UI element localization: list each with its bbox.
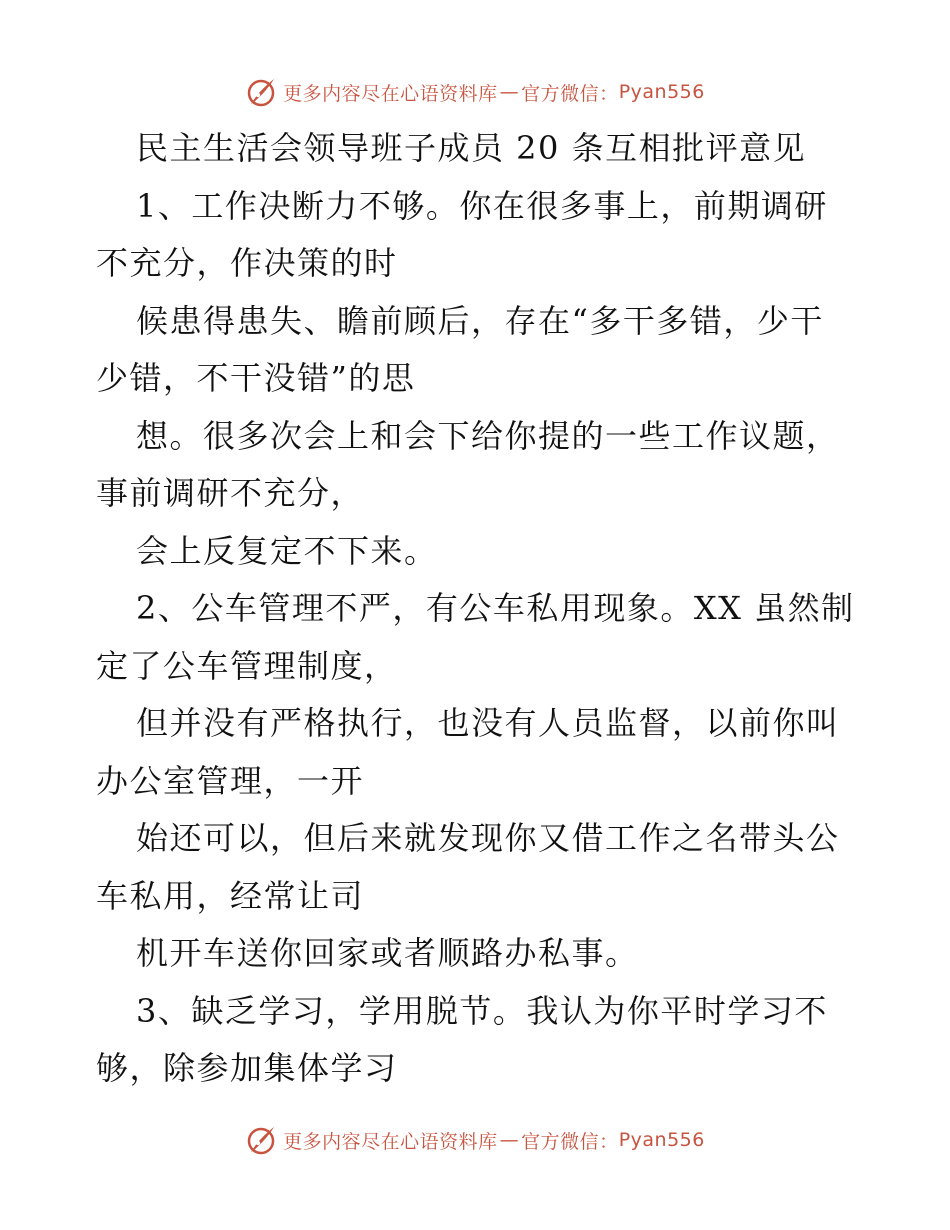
watermark-separator: — [499,1129,520,1151]
watermark-banner-top [0,72,950,112]
document-title: 民主生活会领导班子成员 20 条互相批评意见 [136,129,807,167]
text-line: 车私用，经常让司 [96,876,365,915]
watermark-wechat-id: Pyan556 [618,81,705,103]
text-line: 3、缺乏学习，学用脱节。我认为你平时学习不 [136,991,828,1030]
text-line: 够，除参加集体学习 [96,1049,398,1087]
text-line: 候患得患失、瞻前顾后，存在“多干多错，少干 [136,301,824,340]
text-line: 1、工作决断力不够。你在很多事上，前期调研 [136,186,828,225]
text-line: 始还可以，但后来就发现你又借工作之名带头公 [136,819,840,857]
text-line: 少错，不干没错”的思 [96,359,416,397]
watermark-banner-bottom [0,1120,950,1160]
text-line: 2、公车管理不严，有公车私用现象。XX 虽然制 [136,589,855,627]
watermark-main-text: 更多内容尽在心语资料库 [283,1130,498,1153]
watermark-sub-text: 官方微信： [521,1130,619,1153]
text-line: 会上反复定不下来。 [136,531,438,570]
text-line: 不充分，作决策的时 [96,244,398,282]
document-body [96,120,866,1098]
text-line: 办公室管理，一开 [96,761,365,800]
text-line: 事前调研不充分， [96,474,365,512]
text-line: 想。很多次会上和会下给你提的一些工作议题， [136,416,840,455]
watermark-sub-text: 官方微信： [521,82,619,105]
text-line: 但并没有严格执行，也没有人员监督，以前你叫 [136,704,840,742]
watermark-main-text: 更多内容尽在心语资料库 [283,82,498,105]
watermark-wechat-id: Pyan556 [618,1129,705,1151]
watermark-separator: — [499,81,520,103]
text-line: 机开车送你回家或者顺路办私事。 [136,934,639,972]
quill-logo-icon [245,76,277,108]
quill-logo-icon [245,1124,277,1156]
text-line: 定了公车管理制度， [96,646,398,685]
